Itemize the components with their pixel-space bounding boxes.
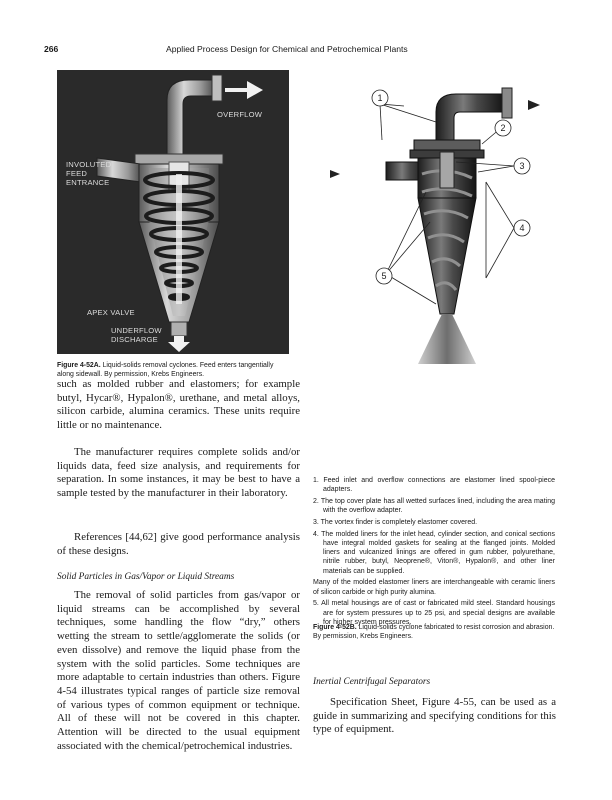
figure-4-52b-notes [313, 476, 555, 630]
paragraph-4: The removal of solid particles from gas/vapor or liquid streams can be accomplished by several techniques, some handling the flow “dry,” others wetting the stream to settle/agglomerate the solids (or even dissolve) and remove the liquid phase from the system with the solid particles. Some techniques are more adaptable to certain industries than others. Figure 4-54 illustrates typical ranges of particle size removal of various types of common equipment or technique. All of these will not be covered in this chapter. Attention will be directed to the usual equipment associated with the chemical/petrochemical industries. [57, 589, 300, 752]
callout-2: 2 [500, 123, 506, 133]
paragraph-3: References [44,62] give good performance analysis of these designs. [57, 531, 300, 557]
caption-label: Figure 4-52A. [57, 362, 101, 369]
caption-text: Liquid-solids cyclone fabricated to resist corrosion and abrasion. By permission, Krebs Engineers. [313, 624, 555, 641]
paragraph-1: such as molded rubber and elastomers; for example butyl, Hycar®, Hypalon®, urethane, and metal alloys, silicon carbide, alumina ceramics. These units require little or no maintenance. [57, 378, 300, 432]
feed-entrance-label-2: FEED [66, 169, 88, 178]
feed-entrance-label-1: INVOLUTED [66, 160, 112, 169]
figure-4-52b-caption [313, 623, 555, 642]
page-number: 266 [44, 44, 59, 54]
callout-4: 4 [519, 223, 525, 233]
note-1: 1. Feed inlet and overflow connections are elastomer lined spool-piece adapters. [313, 477, 555, 494]
note-5: 5. All metal housings are of cast or fabricated mild steel. Standard housings are for system pressures up to 25 psi, and special designs are available for higher system pressures. [313, 600, 555, 626]
section-heading-inertial-separators: Inertial Centrifugal Separators [313, 677, 431, 687]
underflow-label-2: DISCHARGE [111, 335, 158, 344]
caption-label: Figure 4-52B. [313, 624, 357, 631]
figure-4-52a-caption [57, 361, 289, 380]
apex-valve-label: APEX VALVE [87, 308, 135, 317]
note-4-continuation: Many of the molded elastomer liners are interchangeable with ceramic liners of silicon carbide or high purity alumina. [313, 579, 555, 596]
callout-3: 3 [519, 161, 525, 171]
figure-4-52a-cyclone-cutaway [57, 70, 289, 354]
figure-4-52b-cyclone-photo [318, 82, 552, 364]
paragraph-2: The manufacturer requires complete solids and/or liquids data, feed size analysis, and requirements for separation. In some instances, it may be best to have a sample tested by the manufacturer in their laboratory. [57, 446, 300, 500]
note-4: 4. The molded liners for the inlet head, cylinder section, and conical sections have integral molded gaskets for sealing at the flanged joints. Molded liners and vulcanized linings are offered in gum rubber, polyurethane, nitrile rubber, butyl, Neoprene®, Viton®, Hypalon®, and other liner materials can be supplied. [313, 530, 555, 575]
note-2: 2. The top cover plate has all wetted surfaces lined, including the area mating with the overflow adapter. [313, 498, 555, 515]
lined-cyclone-illustration [318, 82, 552, 364]
book-title: Applied Process Design for Chemical and Petrochemical Plants [166, 44, 408, 54]
paragraph-5: Specification Sheet, Figure 4-55, can be used as a guide in summarizing and specifying conditions for this type of equipment. [313, 696, 556, 736]
section-heading-solid-particles: Solid Particles in Gas/Vapor or Liquid Streams [57, 572, 235, 582]
note-3: 3. The vortex finder is completely elastomer covered. [313, 519, 478, 526]
caption-text: Liquid-solids removal cyclones. Feed enters tangentially along sidewall. By permission, Krebs Engineers. [57, 362, 274, 379]
feed-entrance-label-3: ENTRANCE [66, 178, 110, 187]
overflow-label: OVERFLOW [217, 110, 263, 119]
callout-1: 1 [377, 93, 383, 103]
callout-5: 5 [381, 271, 387, 281]
underflow-label-1: UNDERFLOW [111, 326, 162, 335]
